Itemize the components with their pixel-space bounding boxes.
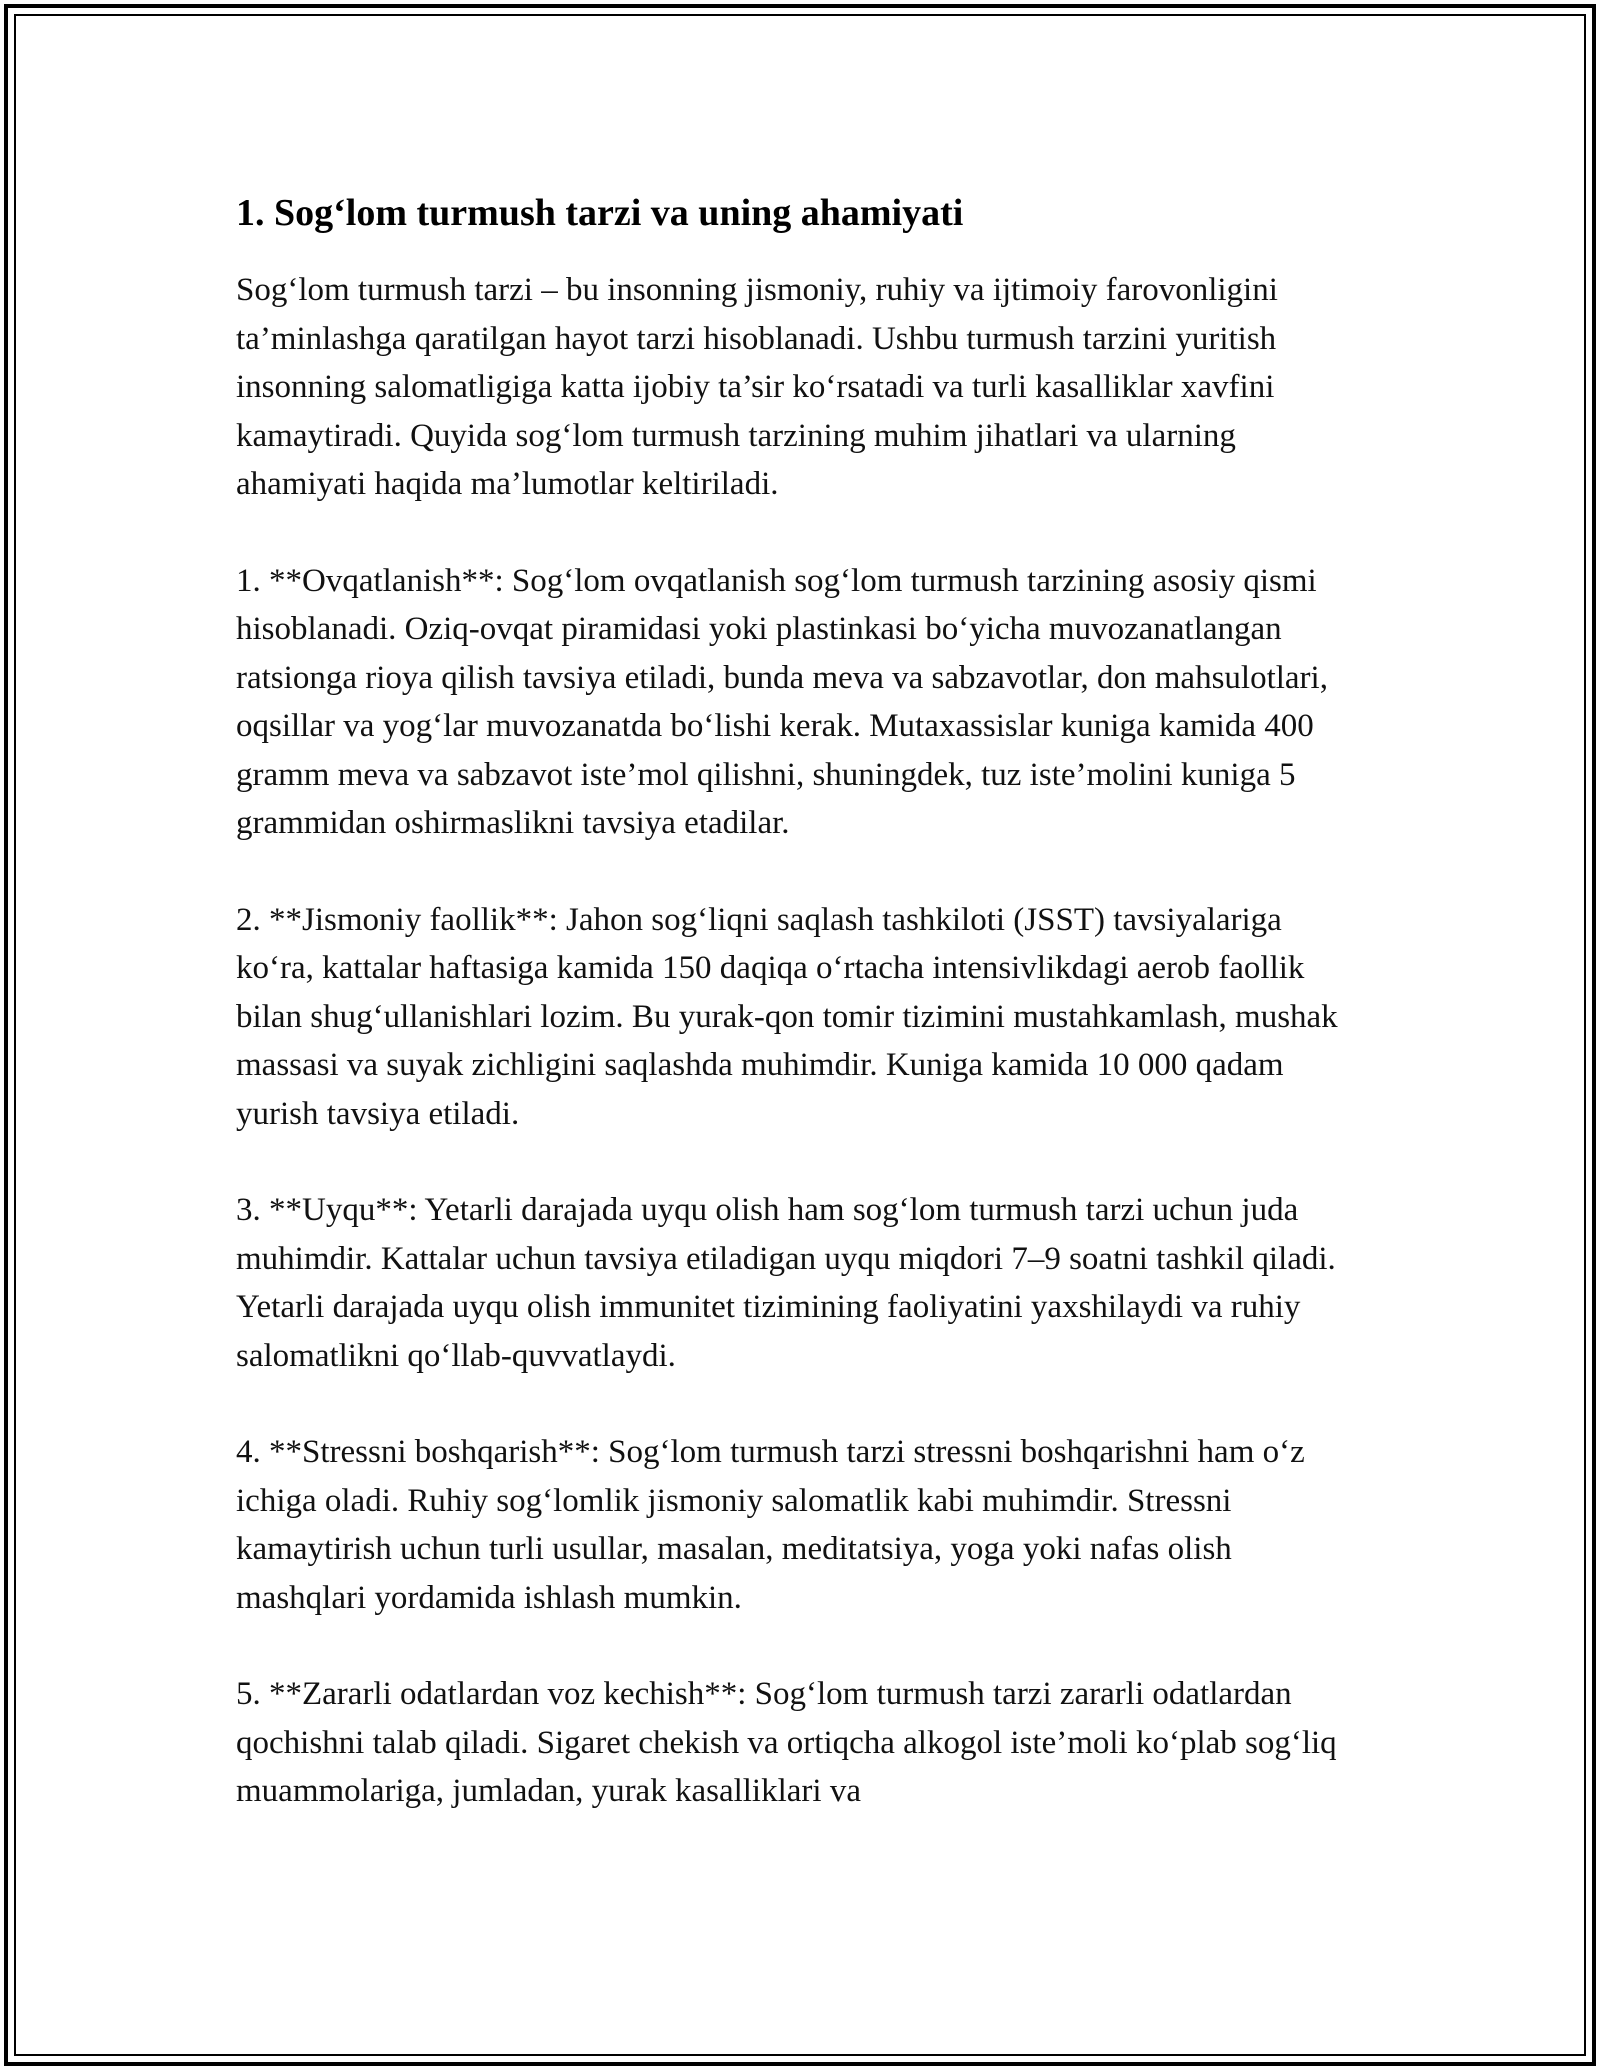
paragraph-nutrition: 1. **Ovqatlanish**: Sog‘lom ovqatlanish sog‘lom turmush tarzining asosiy qismi hisoblanadi. Oziq-ovqat piramidasi yoki plastinkasi bo‘yicha muvozanatlangan ratsionga rioya qilish tavsiya etiladi, bunda meva va sabzavotlar, don mahsulotlari, oqsillar va yog‘lar muvozanatda bo‘lishi kerak. Mutaxassislar kuniga kamida 400 gramm meva va sabzavot iste’mol qilishni, shuningdek, tuz iste’molini kuniga 5 grammidan oshirmaslikni tavsiya etadilar.	[236, 562, 1328, 841]
document-body	[236, 186, 1366, 1864]
paragraph-stress-management: 4. **Stressni boshqarish**: Sog‘lom turmush tarzi stressni boshqarishni ham o‘z ichiga oladi. Ruhiy sog‘lomlik jismoniy salomatlik kabi muhimdir. Stressni kamaytirish uchun turli usullar, masalan, meditatsiya, yoga yoki nafas olish mashqlari yordamida ishlash mumkin.	[236, 1434, 1305, 1616]
section-heading: 1. Sog‘lom turmush tarzi va uning ahamiyati	[236, 192, 964, 234]
intro-paragraph: Sog‘lom turmush tarzi – bu insonning jismoniy, ruhiy va ijtimoiy farovonligini ta’minlashga qaratilgan hayot tarzi hisoblanadi. Ushbu turmush tarzini yuritish insonning salomatligiga katta ijobiy ta’sir ko‘rsatadi va turli kasalliklar xavfini kamaytiradi. Quyida sog‘lom turmush tarzining muhim jihatlari va ularning ahamiyati haqida ma’lumotlar keltiriladi.	[236, 272, 1278, 502]
paragraph-harmful-habits: 5. **Zararli odatlardan voz kechish**: Sog‘lom turmush tarzi zararli odatlardan qochishni talab qiladi. Sigaret chekish va ortiqcha alkogol iste’moli ko‘plab sog‘liq muammolariga, jumladan, yurak kasalliklari va	[236, 1676, 1337, 1809]
paragraph-sleep: 3. **Uyqu**: Yetarli darajada uyqu olish ham sog‘lom turmush tarzi uchun juda muhimdir. Kattalar uchun tavsiya etiladigan uyqu miqdori 7–9 soatni tashkil qiladi. Yetarli darajada uyqu olish immunitet tizimining faoliyatini yaxshilaydi va ruhiy salomatlikni qo‘llab-quvvatlaydi.	[236, 1192, 1336, 1374]
paragraph-physical-activity: 2. **Jismoniy faollik**: Jahon sog‘liqni saqlash tashkiloti (JSST) tavsiyalariga ko‘ra, kattalar haftasiga kamida 150 daqiqa o‘rtacha intensivlikdagi aerob faollik bilan shug‘ullanishlari lozim. Bu yurak-qon tomir tizimini mustahkamlash, mushak massasi va suyak zichligini saqlashda muhimdir. Kuniga kamida 10 000 qadam yurish tavsiya etiladi.	[236, 901, 1338, 1132]
